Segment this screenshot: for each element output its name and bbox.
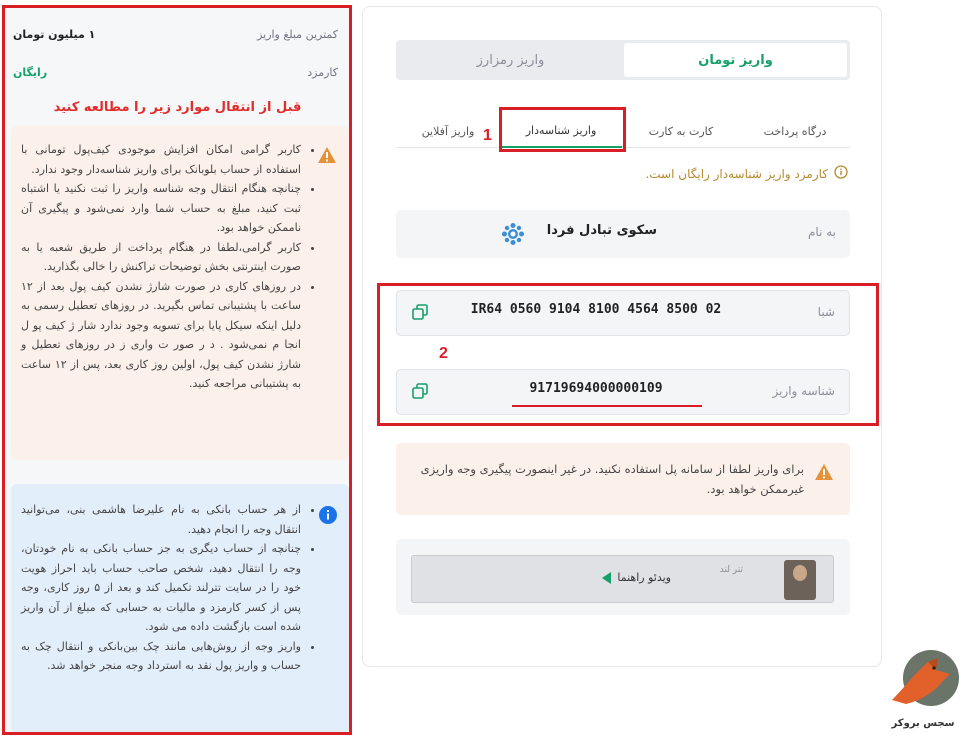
info-outline-icon bbox=[834, 165, 848, 182]
account-name-label: به نام bbox=[807, 225, 836, 239]
list-item: • در روزهای کاری در صورت شارژ نشدن کیف پول بعد از ۱۲ ساعت با پشتیبانی تماس بگیرید. در روزهای تعطیل رسمی به دلیل اینکه سیکل پایا برای تسویه وجود ندارد شار ژ کیف پو ل انجا م نمی‌شود . د ر صور ت واری ز در روزهای تعطیل و شارژ نشدن کیف پول، اولین روز کاری بعد، پس از ۱۲ ساعت به پشتیبانی مراجعه کنید. bbox=[21, 277, 301, 394]
account-name-row bbox=[396, 210, 850, 258]
deposit-id-field bbox=[396, 369, 850, 415]
sheba-label: شبا bbox=[817, 305, 835, 319]
list-item: • چنانچه از حساب دیگری به جز حساب بانکی به نام خودتان، وجه را انتقال دهید، شخص صاحب حساب باید احراز هویت خود را در سایت تترلند تکمیل کند و بعد از ۵ روز کاری، وجه پس از کسر کارمزد و مالیات به حسابی که مبلغ از آن واریز شده است بازگشت داده می شود. bbox=[21, 539, 301, 637]
deposit-id-value: 91719694000000109 bbox=[529, 381, 663, 396]
copy-sheba-icon[interactable] bbox=[411, 303, 429, 325]
fee-note-text: کارمزد واریز شناسه‌دار رایگان است. bbox=[645, 166, 828, 181]
account-name-value: سکوی تبادل فردا bbox=[546, 223, 657, 238]
min-deposit-label: کمترین مبلغ واریز bbox=[257, 28, 338, 41]
notice-text: برای واریز لطفا از سامانه پل استفاده نکنید. در غیر اینصورت پیگیری وجه واریزی غیرممکن خواهد بود. bbox=[420, 462, 804, 496]
deposit-info-panel bbox=[2, 5, 352, 735]
list-item: • کاربر گرامی امکان افزایش موجودی کیف‌پول تومانی با استفاده از حساب بلوبانک برای واریز شناسه‌دار وجود ندارد. bbox=[21, 140, 301, 179]
currency-toggle bbox=[396, 40, 850, 80]
annotation-number-1: 1 bbox=[483, 127, 492, 144]
list-item: • واریز وجه از روش‌هایی مانند چک بین‌بانکی و انتقال چک به حساب و واریز پول نقد به استرداد وجه منجر خواهد شد. bbox=[21, 637, 301, 676]
video-guide-card bbox=[396, 539, 850, 615]
info-circle-icon bbox=[319, 506, 337, 531]
info-box bbox=[11, 484, 349, 734]
fee-label: کارمزد bbox=[307, 66, 338, 79]
annotation-number-2: 2 bbox=[439, 345, 448, 362]
pol-warning-notice bbox=[396, 443, 850, 515]
fox-logo-icon bbox=[884, 648, 962, 716]
sheba-field bbox=[396, 290, 850, 336]
warning-list bbox=[21, 140, 317, 394]
play-icon bbox=[602, 572, 611, 584]
fee-value: رایگان bbox=[13, 66, 48, 79]
list-item: • کاربر گرامی،لطفا در هنگام پرداخت از طریق شعبه یا به صورت اینترنتی بخش توضیحات تراکنش را خالی بگذارید. bbox=[21, 238, 301, 277]
video-guide-thumbnail[interactable] bbox=[411, 555, 834, 603]
tab-crypto-deposit[interactable]: واریز رمزارز bbox=[476, 52, 545, 68]
warning-triangle-icon bbox=[317, 146, 337, 171]
copy-deposit-id-icon[interactable] bbox=[411, 382, 429, 404]
video-guide-text: ویدئو راهنما bbox=[617, 571, 671, 584]
tab-payment-gateway[interactable]: درگاه پرداخت bbox=[763, 125, 827, 138]
video-brand-text: تتر لند bbox=[719, 565, 743, 575]
tab-offline-deposit[interactable]: واریز آفلاین bbox=[421, 125, 475, 138]
list-item: • چنانچه هنگام انتقال وجه شناسه واریز را ثبت نکنید یا اشتباه ثبت کنید، مبلغ به حساب شما وارد نمی‌شود و پیگیری آن ناممکن خواهد بود. bbox=[21, 179, 301, 238]
fee-note bbox=[645, 165, 848, 182]
warning-triangle-icon bbox=[814, 463, 834, 485]
min-deposit-value: ۱ میلیون تومان bbox=[13, 28, 96, 41]
watermark-logo bbox=[884, 648, 962, 732]
deposit-card bbox=[362, 6, 882, 667]
presenter-avatar bbox=[784, 560, 816, 600]
min-deposit-row bbox=[13, 28, 338, 41]
warning-heading: قبل از انتقال موارد زیر را مطالعه کنید bbox=[53, 100, 302, 115]
tab-id-deposit[interactable]: واریز شناسه‌دار bbox=[500, 115, 622, 148]
video-guide-label bbox=[602, 571, 671, 584]
bank-logo-icon bbox=[501, 222, 525, 250]
tab-card-to-card[interactable]: کارت به کارت bbox=[648, 125, 714, 138]
tab-toman-deposit[interactable]: واریز تومان bbox=[624, 43, 847, 77]
list-item: • از هر حساب بانکی به نام علیرضا هاشمی بنی، می‌توانید انتقال وجه را انجام دهید. bbox=[21, 500, 301, 539]
sheba-value: IR64 0560 9104 8100 4564 8500 02 bbox=[470, 302, 722, 317]
annotation-box-1 bbox=[499, 107, 626, 152]
watermark-text: سجس بروکر bbox=[891, 718, 955, 729]
deposit-id-underline bbox=[512, 405, 702, 407]
fee-row bbox=[13, 66, 338, 79]
warning-box bbox=[11, 126, 349, 460]
info-list bbox=[21, 500, 317, 676]
deposit-id-label: شناسه واریز bbox=[772, 384, 835, 398]
